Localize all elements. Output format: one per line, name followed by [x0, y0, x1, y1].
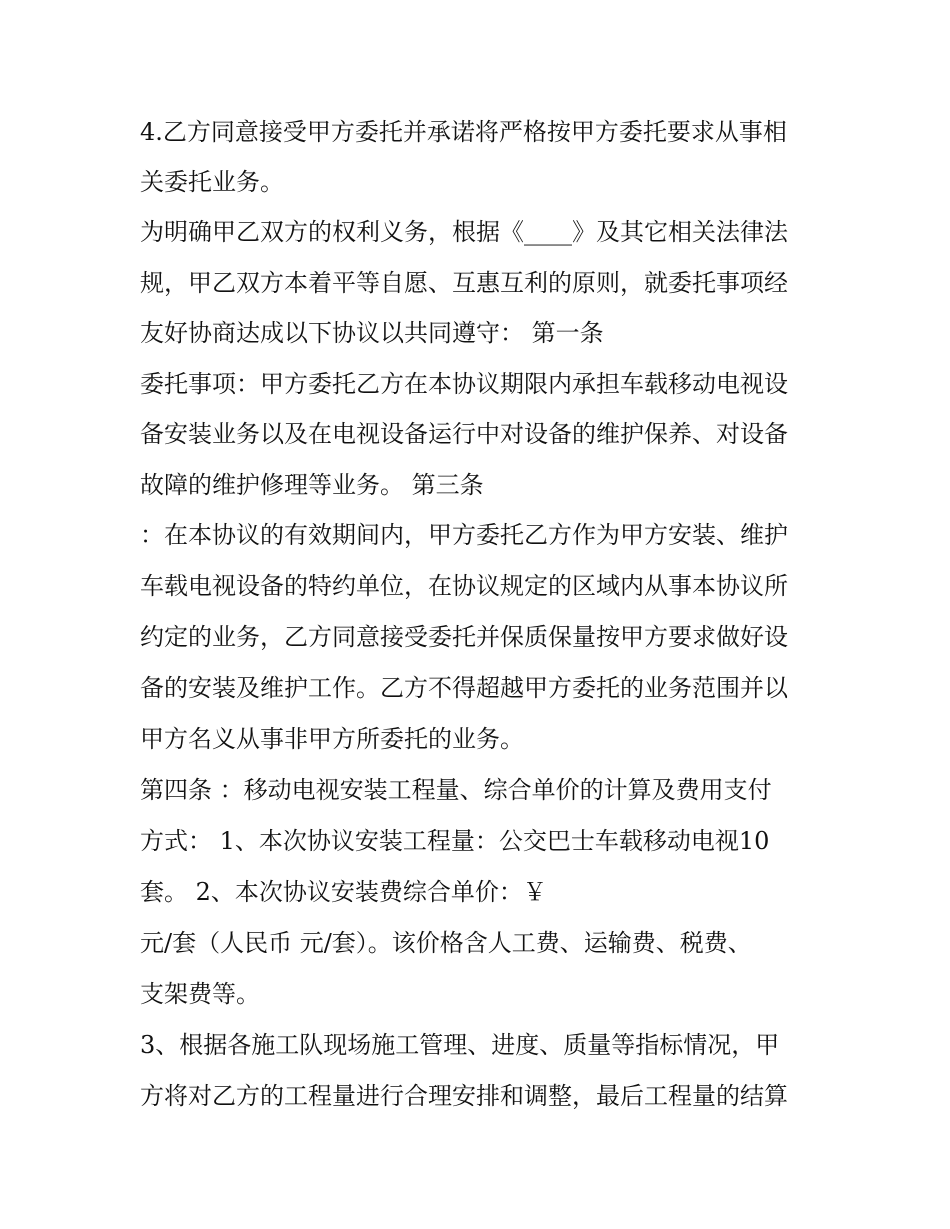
text-line: 故障的维护修理等业务。 第三条 — [140, 471, 484, 499]
text-line: 委托事项：甲方委托乙方在本协议期限内承担车载移动电视设 — [140, 370, 788, 398]
text-line: ：在本协议的有效期间内，甲方委托乙方作为甲方安装、维护 — [140, 521, 788, 549]
text-line: 元/套（人民币 元/套）。该价格含人工费、运输费、税费、 — [140, 929, 752, 957]
text-line: 方式： 1、本次协议安装工程量：公交巴士车载移动电视10 — [140, 827, 770, 855]
text-line: 备的安装及维护工作。乙方不得超越甲方委托的业务范围并以 — [140, 674, 788, 702]
text-line: 约定的业务，乙方同意接受委托并保质保量按甲方要求做好设 — [140, 623, 788, 651]
text-line: 为明确甲乙双方的权利义务，根据《____》及其它相关法律法 — [140, 218, 788, 246]
text-line: 套。 2、本次协议安装费综合单价：￥ — [140, 878, 547, 906]
text-line: 规，甲乙双方本着平等自愿、互惠互利的原则，就委托事项经 — [140, 269, 788, 297]
text-line: 4.乙方同意接受甲方委托并承诺将严格按甲方委托要求从事相 — [140, 118, 787, 146]
text-line: 支架费等。 — [140, 980, 260, 1008]
text-line: 车载电视设备的特约单位，在协议规定的区域内从事本协议所 — [140, 572, 788, 600]
text-line: 友好协商达成以下协议以共同遵守： 第一条 — [140, 319, 604, 347]
text-line: 备安装业务以及在电视设备运行中对设备的维护保养、对设备 — [140, 420, 788, 448]
text-line: 第四条 ：移动电视安装工程量、综合单价的计算及费用支付 — [140, 776, 772, 804]
text-line: 关委托业务。 — [140, 168, 284, 196]
text-line: 方将对乙方的工程量进行合理安排和调整，最后工程量的结算 — [140, 1082, 788, 1110]
text-line: 3、根据各施工队现场施工管理、进度、质量等指标情况，甲 — [140, 1031, 780, 1059]
text-line: 甲方名义从事非甲方所委托的业务。 — [140, 725, 524, 753]
